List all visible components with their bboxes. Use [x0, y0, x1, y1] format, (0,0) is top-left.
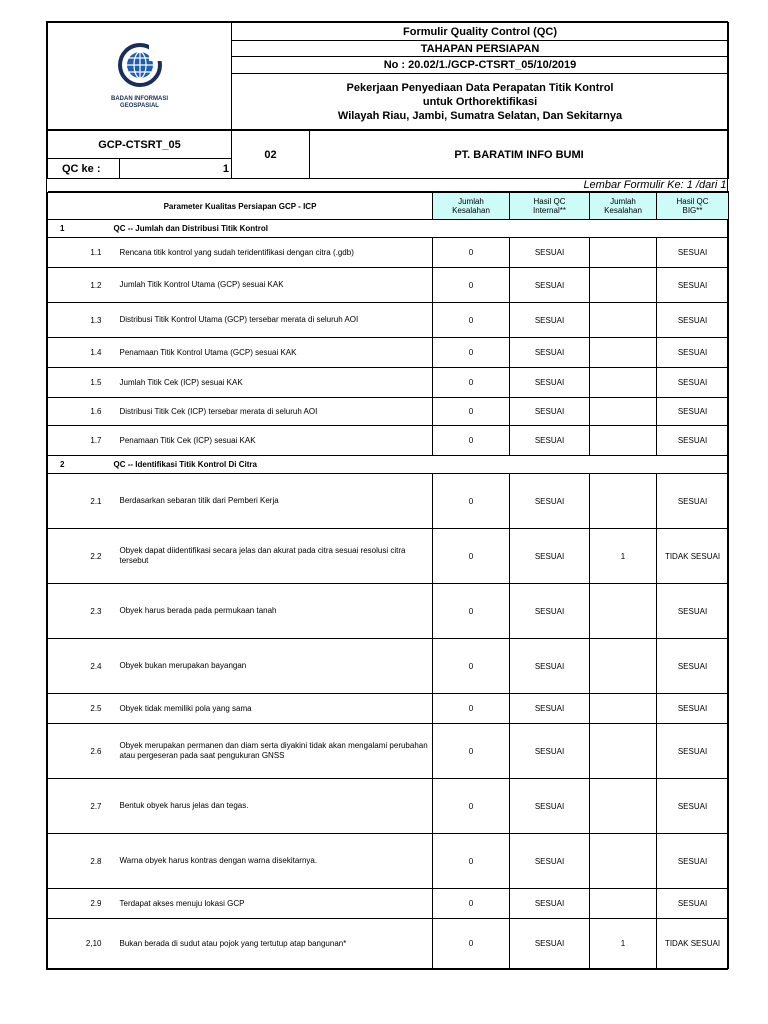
row-err2 [590, 268, 657, 303]
row-description: Obyek harus berada pada permukaan tanah [114, 584, 433, 639]
row-qc-big: TIDAK SESUAI [657, 919, 729, 969]
logo-cell [48, 23, 232, 130]
row-number: 2.7 [48, 779, 114, 834]
row-qc-internal: SESUAI [510, 694, 590, 724]
row-err2 [590, 694, 657, 724]
row-qc-big: TIDAK SESUAI [657, 529, 729, 584]
section-number: 1 [48, 220, 114, 238]
row-description: Obyek merupakan permanen dan diam serta diyakini tidak akan mengalami perubahan atau pergeseran pada saat pengukuran GNSS [114, 724, 433, 779]
row-err1: 0 [433, 639, 510, 694]
row-number: 2.2 [48, 529, 114, 584]
row-number: 2.9 [48, 889, 114, 919]
row-qc-internal: SESUAI [510, 584, 590, 639]
row-description: Distribusi Titik Cek (ICP) tersebar merata di seluruh AOI [114, 398, 433, 426]
table-row [48, 529, 729, 584]
form-code: GCP-CTSRT_05 [48, 131, 232, 159]
row-err1: 0 [433, 919, 510, 969]
row-err2 [590, 779, 657, 834]
row-number: 2.1 [48, 474, 114, 529]
qc-int-header-line2: Internal** [533, 206, 566, 215]
row-qc-big: SESUAI [657, 779, 729, 834]
row-description: Terdapat akses menuju lokasi GCP [114, 889, 433, 919]
row-err2 [590, 724, 657, 779]
qc-big-header-line2: BIG** [682, 206, 703, 215]
section-number: 2 [48, 456, 114, 474]
row-qc-internal: SESUAI [510, 834, 590, 889]
row-err2 [590, 584, 657, 639]
table-row [48, 398, 729, 426]
row-qc-internal: SESUAI [510, 779, 590, 834]
row-qc-internal: SESUAI [510, 368, 590, 398]
row-qc-big: SESUAI [657, 303, 729, 338]
page-code: 02 [232, 131, 310, 179]
table-row [48, 474, 729, 529]
row-description: Penamaan Titik Cek (ICP) sesuai KAK [114, 426, 433, 456]
row-number: 2.8 [48, 834, 114, 889]
row-qc-big: SESUAI [657, 889, 729, 919]
table-row [48, 238, 729, 268]
row-number: 2.6 [48, 724, 114, 779]
row-err2: 1 [590, 529, 657, 584]
project-line2: untuk Orthorektifikasi [422, 95, 538, 108]
lembar-info: Lembar Formulir Ke: 1 /dari 1 [48, 179, 729, 192]
project-line1: Pekerjaan Penyediaan Data Perapatan Titik Kontrol [346, 81, 614, 94]
row-qc-big: SESUAI [657, 694, 729, 724]
row-qc-internal: SESUAI [510, 724, 590, 779]
row-err1: 0 [433, 303, 510, 338]
qc-big-column-header [657, 193, 729, 220]
table-row [48, 303, 729, 338]
row-description: Warna obyek harus kontras dengan warna disekitarnya. [114, 834, 433, 889]
row-description: Jumlah Titik Kontrol Utama (GCP) sesuai KAK [114, 268, 433, 303]
row-err2 [590, 474, 657, 529]
row-qc-internal: SESUAI [510, 529, 590, 584]
row-description: Rencana titik kontrol yang sudah teridentifikasi dengan citra (.gdb) [114, 238, 433, 268]
table-row [48, 779, 729, 834]
row-qc-internal: SESUAI [510, 474, 590, 529]
doc-number: No : 20.02/1./GCP-CTSRT_05/10/2019 [232, 57, 729, 74]
org-name [48, 96, 231, 110]
table-row [48, 889, 729, 919]
row-err1: 0 [433, 779, 510, 834]
row-err2 [590, 238, 657, 268]
row-qc-internal: SESUAI [510, 398, 590, 426]
stage-label: TAHAPAN PERSIAPAN [232, 41, 729, 57]
table-row [48, 724, 729, 779]
row-err1: 0 [433, 368, 510, 398]
err2-header-line2: Kesalahan [604, 206, 642, 215]
row-err2 [590, 368, 657, 398]
form-title: Formulir Quality Control (QC) [232, 23, 729, 41]
table-row [48, 338, 729, 368]
qc-table-body [48, 220, 729, 969]
row-qc-big: SESUAI [657, 834, 729, 889]
section-title: QC -- Identifikasi Titik Kontrol Di Citra [114, 456, 729, 474]
row-err1: 0 [433, 474, 510, 529]
row-qc-internal: SESUAI [510, 268, 590, 303]
row-qc-big: SESUAI [657, 474, 729, 529]
row-description: Berdasarkan sebaran titik dari Pemberi Kerja [114, 474, 433, 529]
row-err2: 1 [590, 919, 657, 969]
row-qc-big: SESUAI [657, 368, 729, 398]
row-qc-internal: SESUAI [510, 919, 590, 969]
err2-column-header [590, 193, 657, 220]
org-name-line1: BADAN INFORMASI [111, 95, 168, 102]
row-qc-big: SESUAI [657, 398, 729, 426]
row-err1: 0 [433, 529, 510, 584]
row-qc-big: SESUAI [657, 724, 729, 779]
row-err1: 0 [433, 889, 510, 919]
row-number: 1.4 [48, 338, 114, 368]
row-number: 1.6 [48, 398, 114, 426]
row-qc-big: SESUAI [657, 268, 729, 303]
table-row [48, 584, 729, 639]
row-description: Obyek dapat diidentifikasi secara jelas dan akurat pada citra sesuai resolusi citra tersebut [114, 529, 433, 584]
row-err2 [590, 426, 657, 456]
project-title [232, 74, 729, 130]
org-name-line2: GEOSPASIAL [120, 102, 159, 109]
row-qc-big: SESUAI [657, 426, 729, 456]
row-description: Bukan berada di sudut atau pojok yang tertutup atap bangunan* [114, 919, 433, 969]
row-qc-big: SESUAI [657, 584, 729, 639]
row-err1: 0 [433, 238, 510, 268]
qc-internal-column-header [510, 193, 590, 220]
qc-label: QC ke : [48, 159, 120, 179]
row-qc-internal: SESUAI [510, 639, 590, 694]
row-number: 2.5 [48, 694, 114, 724]
row-err1: 0 [433, 724, 510, 779]
row-number: 1.5 [48, 368, 114, 398]
row-description: Obyek bukan merupakan bayangan [114, 639, 433, 694]
row-number: 1.7 [48, 426, 114, 456]
row-number: 1.1 [48, 238, 114, 268]
row-err2 [590, 834, 657, 889]
row-number: 2.4 [48, 639, 114, 694]
row-qc-big: SESUAI [657, 338, 729, 368]
form-header [47, 22, 729, 130]
qc-big-header-line1: Hasil QC [676, 197, 709, 206]
section-title: QC -- Jumlah dan Distribusi Titik Kontrol [114, 220, 729, 238]
company-name: PT. BARATIM INFO BUMI [310, 131, 729, 179]
row-err1: 0 [433, 584, 510, 639]
table-row [48, 368, 729, 398]
row-qc-internal: SESUAI [510, 426, 590, 456]
row-err2 [590, 398, 657, 426]
table-row [48, 426, 729, 456]
table-header-row [48, 193, 729, 220]
row-err2 [590, 303, 657, 338]
row-description: Distribusi Titik Kontrol Utama (GCP) tersebar merata di seluruh AOI [114, 303, 433, 338]
row-qc-internal: SESUAI [510, 338, 590, 368]
err2-header-line1: Jumlah [610, 197, 636, 206]
qc-int-header-line1: Hasil QC [533, 197, 566, 206]
table-row [48, 639, 729, 694]
section-row [48, 456, 729, 474]
row-qc-big: SESUAI [657, 238, 729, 268]
table-row [48, 268, 729, 303]
row-err1: 0 [433, 834, 510, 889]
qc-table [47, 192, 729, 969]
row-number: 1.2 [48, 268, 114, 303]
row-qc-big: SESUAI [657, 639, 729, 694]
table-row [48, 834, 729, 889]
row-qc-internal: SESUAI [510, 303, 590, 338]
row-err2 [590, 639, 657, 694]
section-row [48, 220, 729, 238]
row-description: Jumlah Titik Cek (ICP) sesuai KAK [114, 368, 433, 398]
qc-form [46, 21, 728, 970]
row-qc-internal: SESUAI [510, 889, 590, 919]
form-id-block [47, 130, 729, 192]
row-number: 1.3 [48, 303, 114, 338]
project-line3: Wilayah Riau, Jambi, Sumatra Selatan, Dan Sekitarnya [337, 109, 623, 122]
row-err1: 0 [433, 694, 510, 724]
param-column-header: Parameter Kualitas Persiapan GCP - ICP [48, 193, 433, 220]
row-err1: 0 [433, 268, 510, 303]
big-logo-icon [111, 43, 169, 91]
row-err2 [590, 889, 657, 919]
row-err1: 0 [433, 338, 510, 368]
row-qc-internal: SESUAI [510, 238, 590, 268]
table-row [48, 919, 729, 969]
row-err2 [590, 338, 657, 368]
row-description: Obyek tidak memiliki pola yang sama [114, 694, 433, 724]
row-err1: 0 [433, 398, 510, 426]
row-number: 2.3 [48, 584, 114, 639]
qc-value: 1 [120, 159, 232, 179]
row-err1: 0 [433, 426, 510, 456]
err1-header-line1: Jumlah [458, 197, 484, 206]
row-description: Penamaan Titik Kontrol Utama (GCP) sesuai KAK [114, 338, 433, 368]
row-number: 2,10 [48, 919, 114, 969]
err1-header-line2: Kesalahan [452, 206, 490, 215]
row-description: Bentuk obyek harus jelas dan tegas. [114, 779, 433, 834]
table-row [48, 694, 729, 724]
err1-column-header [433, 193, 510, 220]
